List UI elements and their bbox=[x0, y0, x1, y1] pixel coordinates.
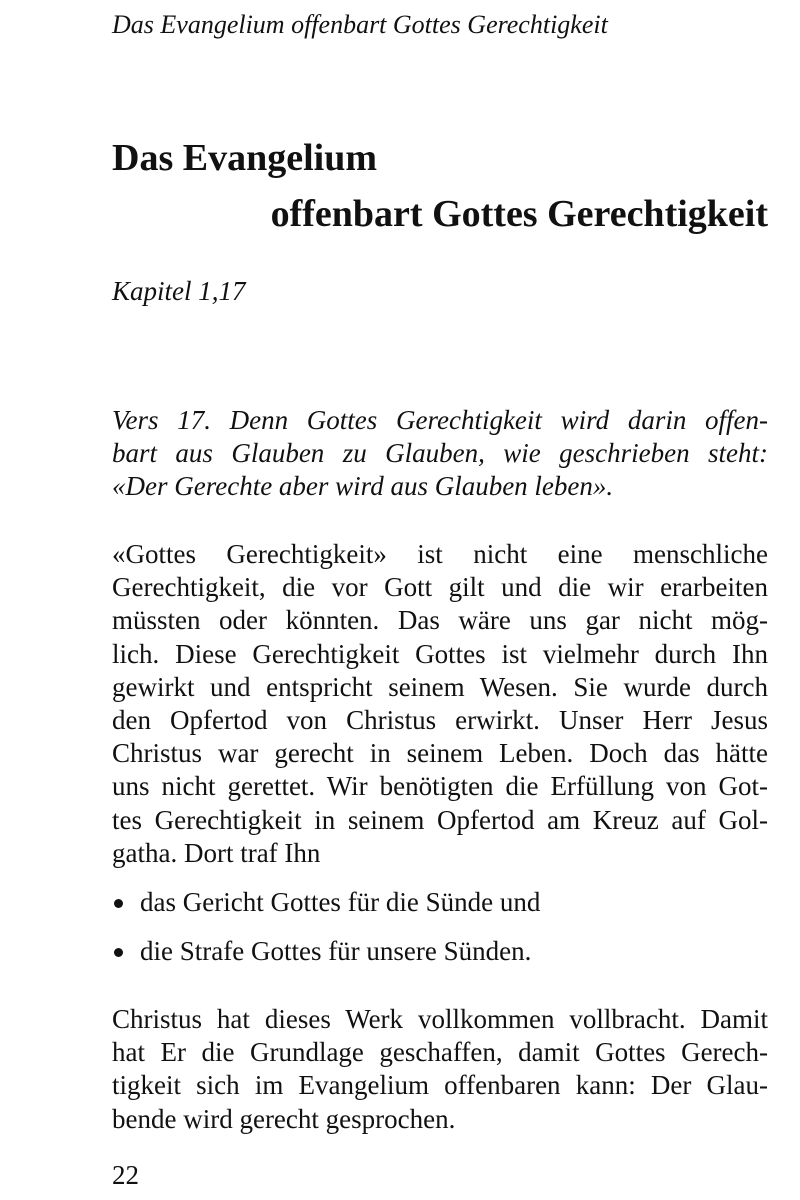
verse-line: Vers 17. Denn Gottes Gerechtigkeit wird darin offen- bbox=[112, 405, 768, 435]
paragraph-line: tes Gerechtigkeit in seinem Opfertod am Kreuz auf Gol- bbox=[112, 804, 768, 835]
verse-quote bbox=[112, 404, 768, 504]
paragraph-line: den Opfertod von Christus erwirkt. Unser Herr Jesus bbox=[112, 705, 768, 736]
paragraph-line: müssten oder könnten. Das wäre uns gar nicht mög- bbox=[112, 605, 768, 636]
paragraph-line: gatha. Dort traf Ihn bbox=[112, 837, 321, 868]
list-item-text: das Gericht Gottes für die Sünde und bbox=[140, 887, 541, 917]
chapter-reference: Kapitel 1,17 bbox=[112, 276, 246, 306]
paragraph-line: bende wird gerecht gesprochen. bbox=[112, 1103, 456, 1134]
running-header: Das Evangelium offenbart Gottes Gerechtigkeit bbox=[112, 10, 608, 39]
title-line-2: offenbart Gottes Gerechtigkeit bbox=[270, 193, 768, 235]
list-item bbox=[112, 935, 768, 968]
title-line-1: Das Evangelium bbox=[112, 137, 377, 179]
body-paragraph-2 bbox=[112, 1003, 768, 1136]
bullet-list bbox=[112, 886, 768, 984]
paragraph-line: gewirkt und entspricht seinem Wesen. Sie wurde durch bbox=[112, 671, 768, 702]
paragraph-line: uns nicht gerettet. Wir benötigten die Erfüllung von Got- bbox=[112, 771, 768, 802]
list-item-text: die Strafe Gottes für unsere Sünden. bbox=[140, 936, 532, 966]
paragraph-line: hat Er die Grundlage geschaffen, damit Gottes Gerech- bbox=[112, 1037, 768, 1068]
page-title bbox=[112, 130, 768, 242]
page-number: 22 bbox=[112, 1160, 139, 1190]
paragraph-line: Christus hat dieses Werk vollkommen vollbracht. Damit bbox=[112, 1004, 768, 1034]
paragraph-line: Christus war gerecht in seinem Leben. Doch das hätte bbox=[112, 738, 768, 769]
bullet-icon bbox=[114, 899, 123, 908]
paragraph-line: lich. Diese Gerechtigkeit Gottes ist vielmehr durch Ihn bbox=[112, 638, 768, 669]
paragraph-line: Gerechtigkeit, die vor Gott gilt und die wir erarbeiten bbox=[112, 572, 768, 603]
paragraph-line: «Gottes Gerechtigkeit» ist nicht eine menschliche bbox=[112, 539, 768, 569]
paragraph-line: tigkeit sich im Evangelium offenbaren kann: Der Glau- bbox=[112, 1070, 768, 1101]
verse-line: bart aus Glauben zu Glauben, wie geschrieben steht: bbox=[112, 438, 768, 469]
verse-line: «Der Gerechte aber wird aus Glauben leben». bbox=[112, 471, 614, 502]
bullet-icon bbox=[114, 948, 123, 957]
list-item bbox=[112, 886, 768, 919]
body-paragraph-1 bbox=[112, 538, 768, 870]
